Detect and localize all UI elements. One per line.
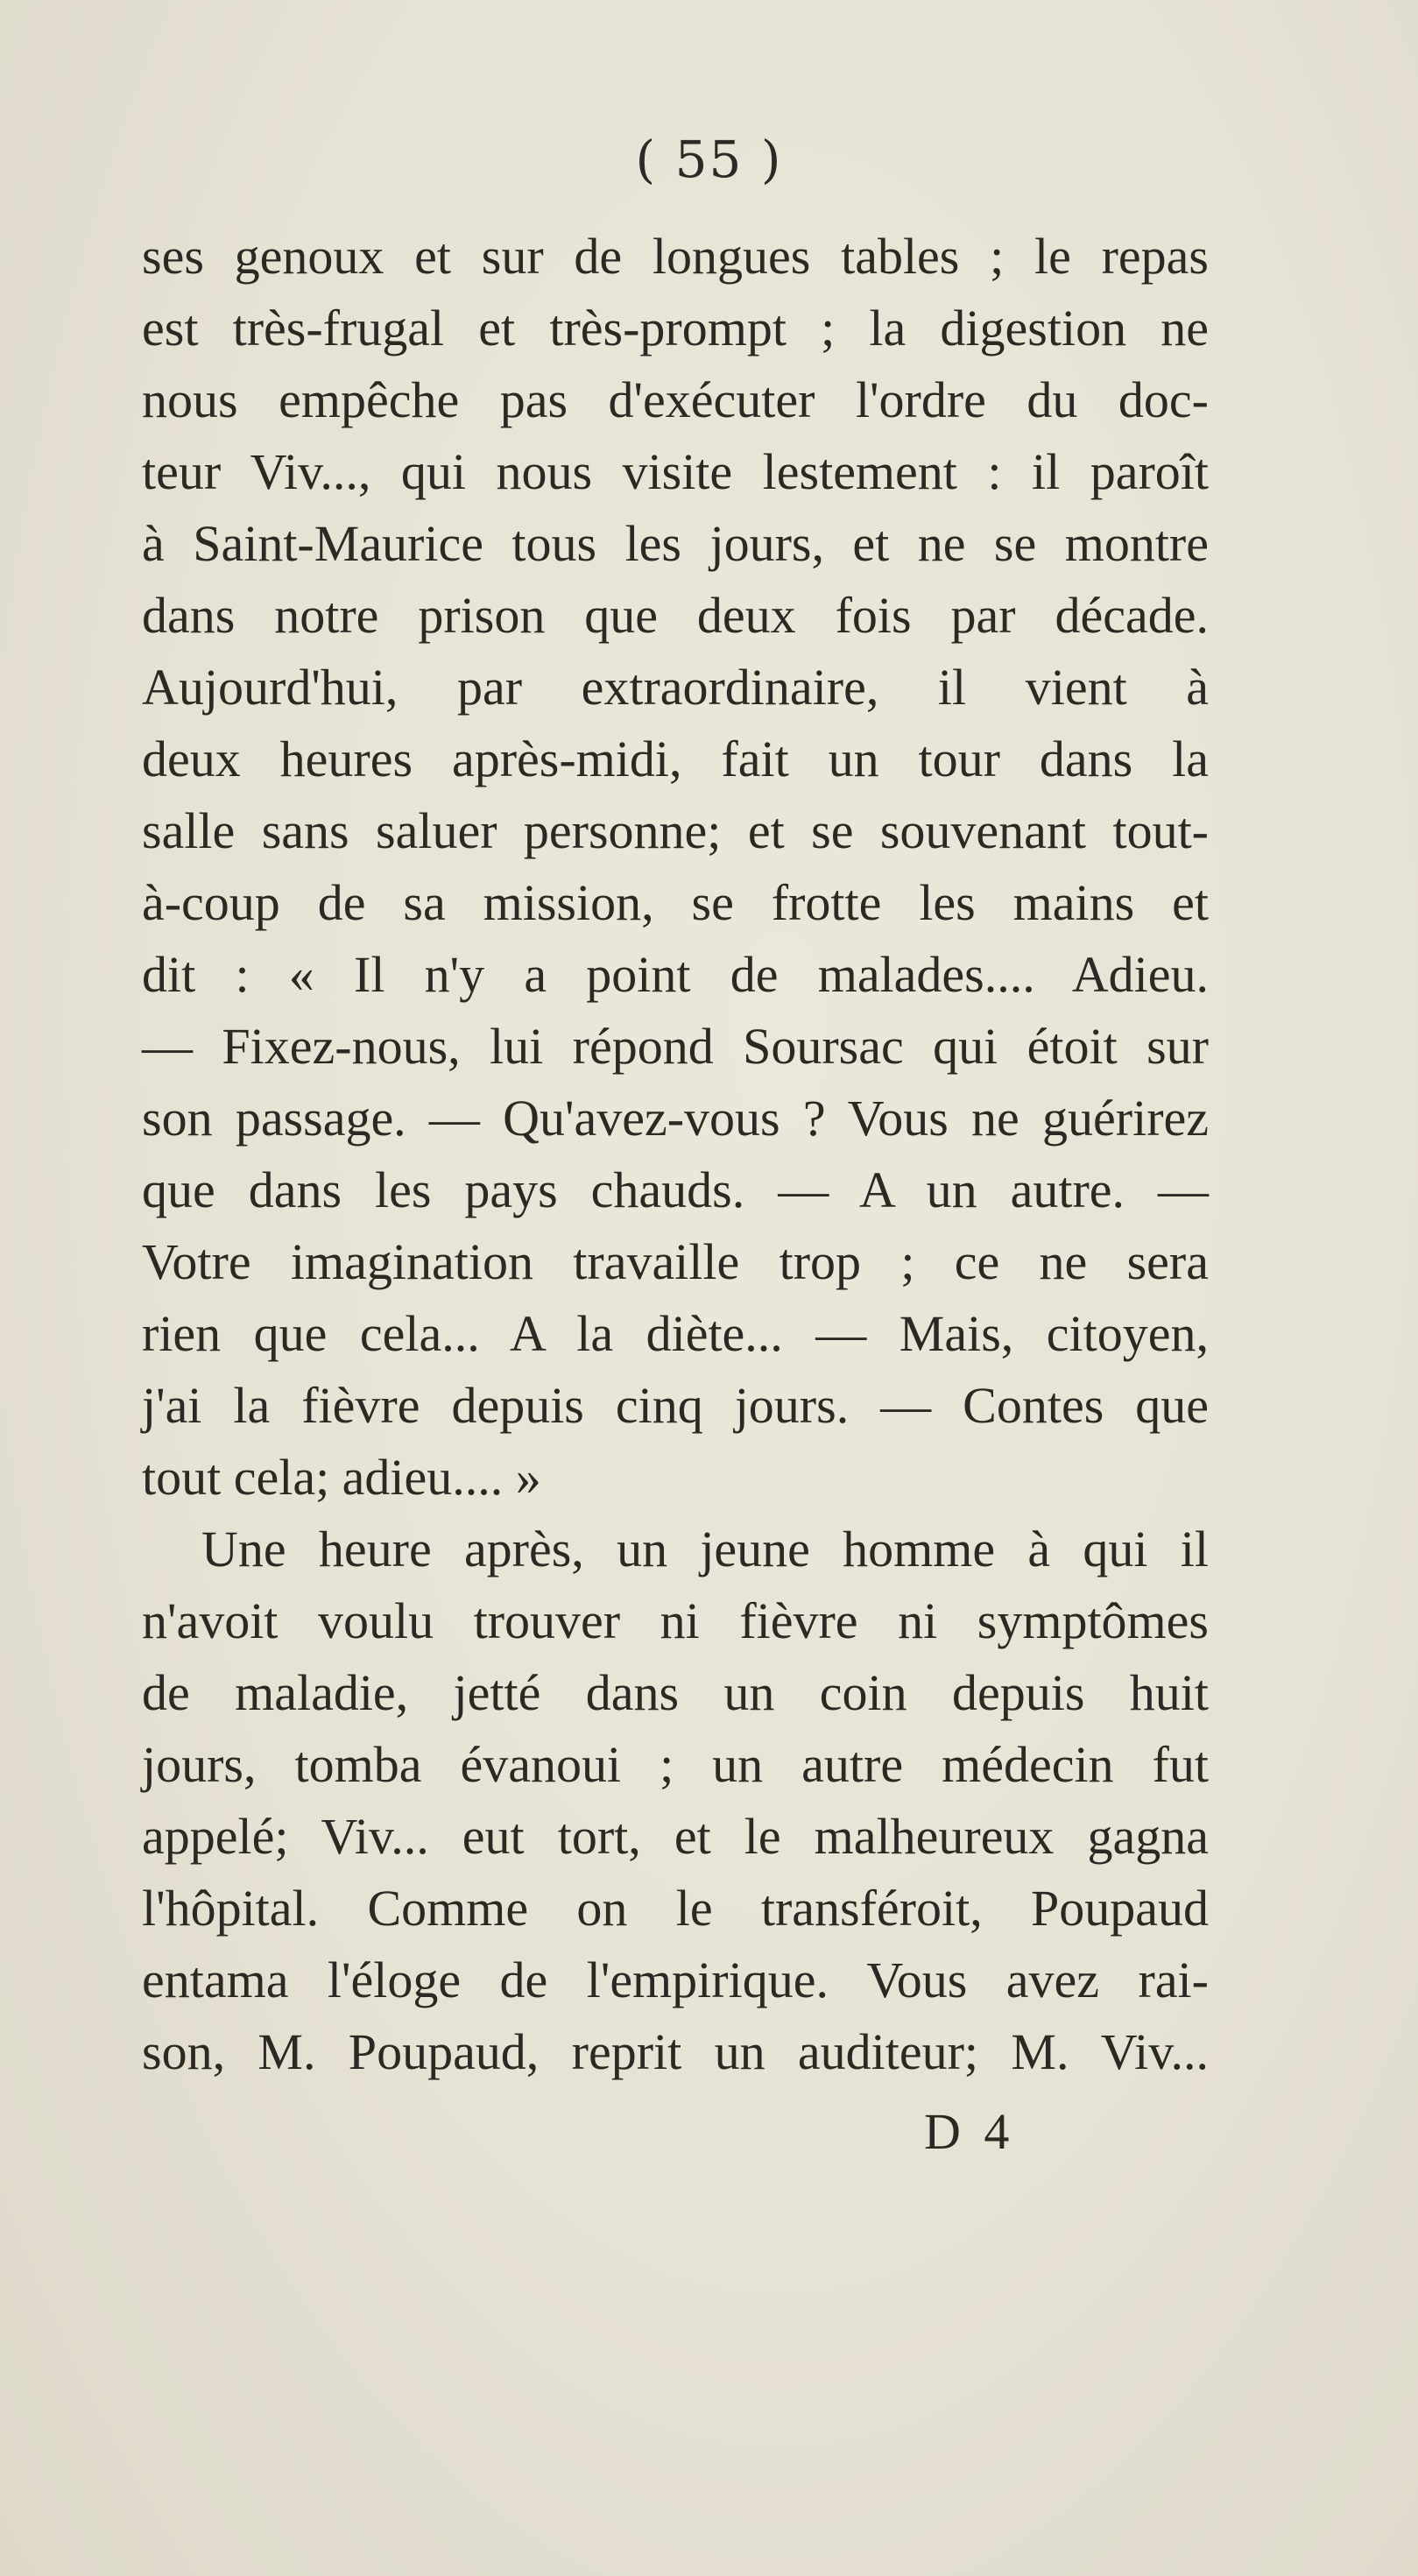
text-line: tout cela; adieu.... » <box>142 1449 541 1506</box>
text-line: appelé; Viv... eut tort, et le malheureux gagna <box>142 1808 1209 1865</box>
text-line: dans notre prison que deux fois par décade. <box>142 587 1209 644</box>
text-line: — Fixez-nous, lui répond Soursac qui étoit sur <box>142 1018 1209 1075</box>
paragraph-first-line: Une heure après, un jeune homme à qui il <box>201 1521 1209 1577</box>
text-line: dit : « Il n'y a point de malades.... Adieu. <box>142 946 1209 1003</box>
text-line: son passage. — Qu'avez-vous ? Vous ne guérirez <box>142 1090 1209 1147</box>
text-line: rien que cela... A la diète... — Mais, citoyen, <box>142 1305 1209 1362</box>
signature-mark: D 4 <box>924 2103 1015 2160</box>
text-line: de maladie, jetté dans un coin depuis huit <box>142 1664 1209 1721</box>
page-number: ( 55 ) <box>635 130 783 189</box>
text-line: n'avoit voulu trouver ni fièvre ni symptômes <box>142 1592 1209 1649</box>
text-line: salle sans saluer personne; et se souvenant tout- <box>142 802 1209 859</box>
text-line: à Saint-Maurice tous les jours, et ne se montre <box>142 515 1209 572</box>
text-line: à-coup de sa mission, se frotte les mains et <box>142 874 1209 931</box>
text-line: nous empêche pas d'exécuter l'ordre du doc- <box>142 371 1209 428</box>
text-line: jours, tomba évanoui ; un autre médecin fut <box>142 1736 1209 1793</box>
text-line: Votre imagination travaille trop ; ce ne sera <box>142 1233 1209 1290</box>
text-line: j'ai la fièvre depuis cinq jours. — Contes que <box>142 1377 1209 1434</box>
text-line: ses genoux et sur de longues tables ; le repas <box>142 228 1209 285</box>
text-line: entama l'éloge de l'empirique. Vous avez rai- <box>142 1951 1209 2008</box>
text-line: Aujourd'hui, par extraordinaire, il vient à <box>142 659 1209 716</box>
text-line: son, M. Poupaud, reprit un auditeur; M. Viv... <box>142 2023 1209 2080</box>
text-line: deux heures après-midi, fait un tour dans la <box>142 730 1209 787</box>
text-line: est très-frugal et très-prompt ; la digestion ne <box>142 300 1209 356</box>
text-line: l'hôpital. Comme on le transféroit, Poupaud <box>142 1880 1209 1937</box>
text-line: que dans les pays chauds. — A un autre. — <box>142 1161 1209 1218</box>
body-text <box>142 221 1209 2088</box>
text-line: teur Viv..., qui nous visite lestement : il paroît <box>142 443 1209 500</box>
